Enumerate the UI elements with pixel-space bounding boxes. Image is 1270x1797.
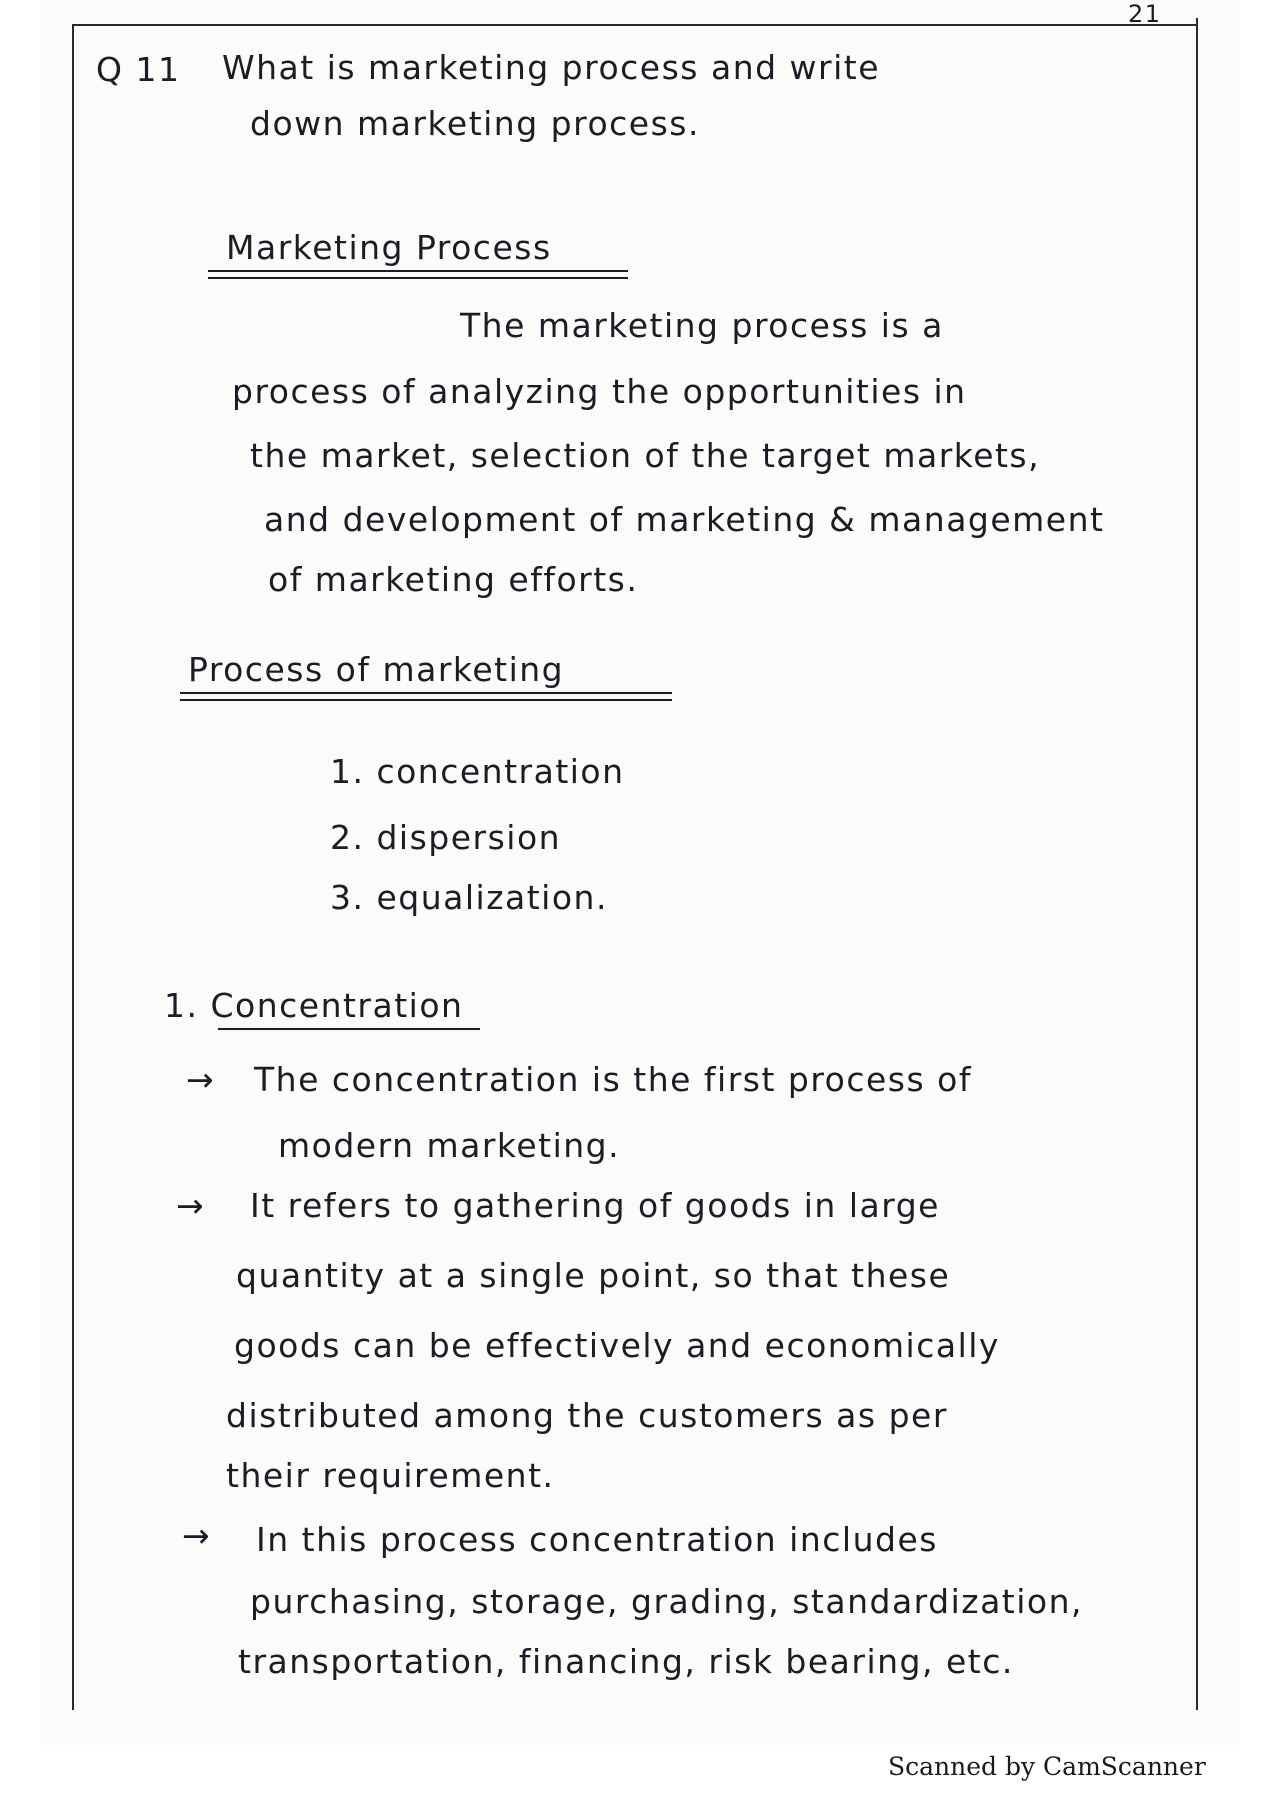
bullet-line: The concentration is the first process of xyxy=(254,1060,972,1099)
body-line: and development of marketing & management xyxy=(264,500,1105,539)
heading-underline xyxy=(180,699,672,701)
bullet-line: distributed among the customers as per xyxy=(226,1396,948,1435)
bullet-line: their requirement. xyxy=(226,1456,555,1495)
top-rule xyxy=(72,24,1198,26)
heading-underline xyxy=(208,277,628,279)
bullet-line: In this process concentration includes xyxy=(256,1520,938,1559)
body-line: of marketing efforts. xyxy=(268,560,639,599)
scanner-watermark: Scanned by CamScanner xyxy=(888,1752,1206,1781)
section-heading: Marketing Process xyxy=(226,228,552,267)
list-item: 1. concentration xyxy=(330,752,625,791)
left-margin-line xyxy=(72,24,74,1710)
arrow-icon: → xyxy=(182,1516,212,1555)
question-line: down marketing process. xyxy=(250,104,700,143)
list-item: 3. equalization. xyxy=(330,878,608,917)
body-line: the market, selection of the target markets, xyxy=(250,436,1041,475)
section-heading: 1. Concentration xyxy=(164,986,464,1025)
heading-underline xyxy=(180,692,672,694)
question-number: Q 11 xyxy=(96,50,181,89)
section-heading: Process of marketing xyxy=(188,650,565,689)
heading-underline xyxy=(208,270,628,272)
question-line: What is marketing process and write xyxy=(222,48,881,87)
bullet-line: modern marketing. xyxy=(278,1126,621,1165)
arrow-icon: → xyxy=(186,1060,216,1099)
bullet-line: goods can be effectively and economically xyxy=(234,1326,1000,1365)
right-margin-line xyxy=(1196,18,1198,1710)
bullet-line: It refers to gathering of goods in large xyxy=(250,1186,940,1225)
page-number: 21 xyxy=(1128,0,1162,28)
body-line: The marketing process is a xyxy=(460,306,944,345)
bullet-line: purchasing, storage, grading, standardization, xyxy=(250,1582,1084,1621)
notebook-page xyxy=(40,0,1240,1745)
body-line: process of analyzing the opportunities in xyxy=(232,372,967,411)
list-item: 2. dispersion xyxy=(330,818,562,857)
heading-underline xyxy=(218,1028,480,1030)
bullet-line: transportation, financing, risk bearing, etc. xyxy=(238,1642,1014,1681)
bullet-line: quantity at a single point, so that these xyxy=(236,1256,951,1295)
arrow-icon: → xyxy=(176,1186,206,1225)
